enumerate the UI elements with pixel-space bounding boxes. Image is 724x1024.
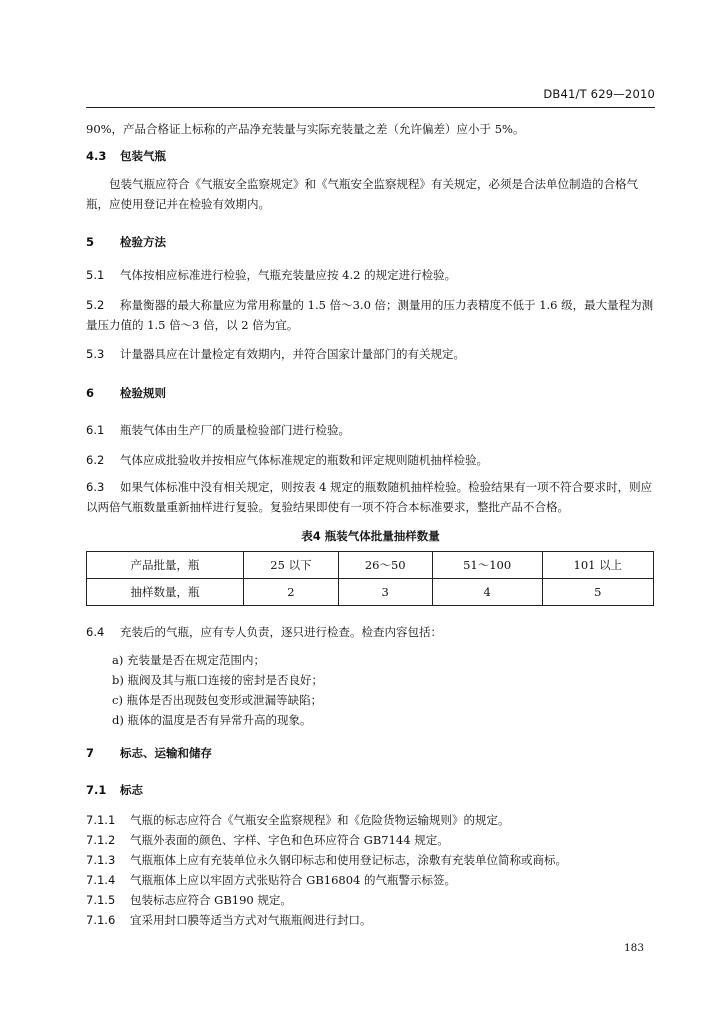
table-cell: 26～50 xyxy=(338,552,432,579)
section-number: 5 xyxy=(86,235,95,249)
standard-id: DB41/T 629—2010 xyxy=(543,87,655,101)
check-list xyxy=(86,650,655,730)
clause-number: 7.1.5 xyxy=(86,893,116,907)
table-cell: 51～100 xyxy=(432,552,542,579)
text-block-top xyxy=(86,119,655,139)
section-7-1 xyxy=(86,780,655,800)
clause-number: 6.2 xyxy=(86,453,105,467)
clause-number: 6.4 xyxy=(86,625,105,639)
clauses-7-1-x xyxy=(86,810,655,930)
clause-5-3 xyxy=(86,344,655,364)
list-item: c) 瓶体是否出现鼓包变形或泄漏等缺陷； xyxy=(112,693,323,707)
section-title: 标志 xyxy=(120,783,143,797)
clause-number: 6.1 xyxy=(86,423,105,437)
clause-5-1 xyxy=(86,265,655,285)
clause-text: 瓶装气体由生产厂的质量检验部门进行检验。 xyxy=(120,423,350,437)
clause-text: 气体应成批验收并按相应气体标准规定的瓶数和评定规则随机抽样检验。 xyxy=(120,453,488,467)
page-number: 183 xyxy=(623,942,644,954)
section-number: 7.1 xyxy=(86,783,107,797)
clause-text: 气体按相应标准进行检验，气瓶充装量应按 4.2 的规定进行检验。 xyxy=(120,268,457,282)
table-cell: 25 以下 xyxy=(244,552,339,579)
section-title: 标志、运输和储存 xyxy=(120,746,212,760)
section-title: 包装气瓶 xyxy=(120,149,166,163)
table-caption: 表4 瓶装气体批量抽样数量 xyxy=(301,529,440,543)
clause-number: 6.3 xyxy=(86,480,105,494)
table-row xyxy=(87,552,654,579)
table-cell: 4 xyxy=(432,579,542,606)
clause-5-2 xyxy=(86,295,655,335)
clause-number: 7.1.3 xyxy=(86,853,116,867)
clause-text: 气瓶的标志应符合《气瓶安全监察规程》和《危险货物运输规则》的规定。 xyxy=(130,813,510,827)
clause-6-3 xyxy=(86,477,655,517)
section-6 xyxy=(86,383,655,403)
section-4-3 xyxy=(86,146,655,166)
section-title: 检验规则 xyxy=(120,386,166,400)
clause-text: 气瓶瓶体上应以牢固方式张贴符合 GB16804 的气瓶警示标签。 xyxy=(130,873,457,887)
table-cell: 抽样数量，瓶 xyxy=(87,579,244,606)
paragraph-4-3: 包装气瓶应符合《气瓶安全监察规定》和《气瓶安全监察规程》有关规定，必须是合法单位制造的合格气瓶，应使用登记并在检验有效期内。 xyxy=(86,177,638,211)
section-number: 6 xyxy=(86,386,95,400)
section-number: 4.3 xyxy=(86,149,107,163)
table-cell: 101 以上 xyxy=(542,552,653,579)
table-row xyxy=(87,579,654,606)
list-item: a) 充装量是否在规定范围内； xyxy=(112,653,265,667)
clause-text: 计量器具应在计量检定有效期内，并符合国家计量部门的有关规定。 xyxy=(120,347,465,361)
section-title: 检验方法 xyxy=(120,235,166,249)
sampling-table xyxy=(86,551,654,606)
clause-text: 气瓶外表面的颜色、字样、字色和色环应符合 GB7144 规定。 xyxy=(130,833,449,847)
clause-6-4 xyxy=(86,622,655,642)
clause-text: 如果气体标准中没有相关规定，则按表 4 规定的瓶数随机抽样检验。检验结果有一项不符合要求时，则应以两倍气瓶数量重新抽样进行复验。复验结果即使有一项不符合本标准要求，整批产品不合格。 xyxy=(86,480,653,514)
clause-number: 7.1.4 xyxy=(86,873,116,887)
clause-text: 充装后的气瓶，应有专人负责，逐只进行检查。检查内容包括： xyxy=(120,625,442,639)
clause-text: 称量衡器的最大称量应为常用称量的 1.5 倍～3.0 倍；测量用的压力表精度不低于 1.6 级，最大量程为测量压力值的 1.5 倍～3 倍，以 2 倍为宜。 xyxy=(86,298,654,332)
section-5 xyxy=(86,232,655,252)
clause-6-2 xyxy=(86,450,655,470)
table-cell: 3 xyxy=(338,579,432,606)
clause-number: 7.1.1 xyxy=(86,813,116,827)
table-cell: 5 xyxy=(542,579,653,606)
carryover-paragraph: 90%，产品合格证上标称的产品净充装量与实际充装量之差（允许偏差）应小于 5%。 xyxy=(86,122,525,136)
clause-text: 气瓶瓶体上应有充装单位永久钢印标志和使用登记标志，涂敷有充装单位简称或商标。 xyxy=(130,853,567,867)
clause-number: 5.3 xyxy=(86,347,105,361)
section-number: 7 xyxy=(86,746,95,760)
clause-number: 7.1.6 xyxy=(86,913,116,927)
table-cell: 2 xyxy=(244,579,339,606)
clause-number: 7.1.2 xyxy=(86,833,116,847)
clause-6-1 xyxy=(86,420,655,440)
clause-number: 5.2 xyxy=(86,298,105,312)
table-cell: 产品批量，瓶 xyxy=(87,552,244,579)
list-item: d) 瓶体的温度是否有异常升高的现象。 xyxy=(112,713,312,727)
clause-text: 包装标志应符合 GB190 规定。 xyxy=(130,893,292,907)
clause-number: 5.1 xyxy=(86,268,105,282)
header-rule xyxy=(86,107,655,108)
section-7 xyxy=(86,743,655,763)
list-item: b) 瓶阀及其与瓶口连接的密封是否良好； xyxy=(112,673,324,687)
section-4-3-body xyxy=(86,174,655,214)
clause-text: 宜采用封口膜等适当方式对气瓶瓶阀进行封口。 xyxy=(130,913,372,927)
